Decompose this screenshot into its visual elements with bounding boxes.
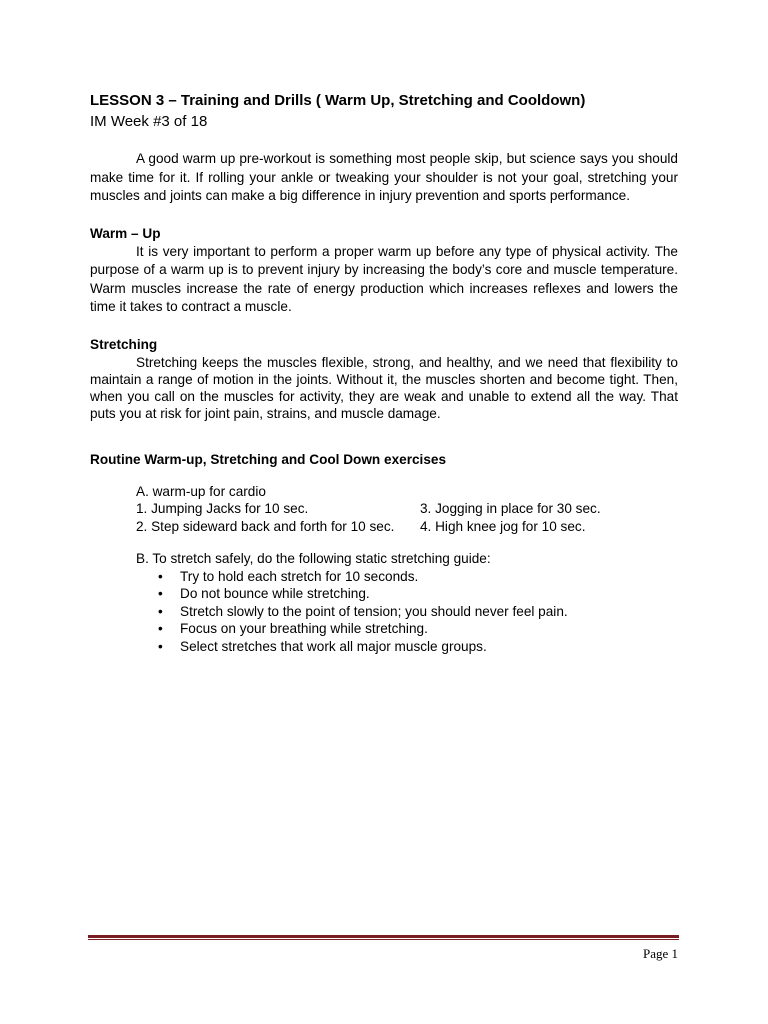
list-item [136, 638, 678, 656]
list-item-text: Try to hold each stretch for 10 seconds. [180, 568, 419, 584]
exercise-item: 4. High knee jog for 10 sec. [420, 518, 586, 534]
bullet-icon: • [158, 621, 163, 636]
list-item [136, 603, 678, 621]
lesson-week: IM Week #3 of 18 [90, 113, 208, 130]
stretching-heading: Stretching [90, 336, 158, 352]
footer-divider [88, 935, 679, 940]
list-item-text: Do not bounce while stretching. [180, 586, 370, 601]
list-item-text: Stretch slowly to the point of tension; you should never feel pain. [180, 603, 568, 619]
section-b-title: B. To stretch safely, do the following static stretching guide: [136, 551, 491, 566]
warmup-paragraph: It is very important to perform a proper warm up before any type of physical activity. The purpose of a warm up is to prevent injury by increasing the body’s core and muscle temperature. Warm muscles increase the rate of energy production which increases reflexes and lowers the time it takes to contract a muscle. [90, 243, 678, 314]
bullet-icon: • [158, 603, 163, 619]
footer-rule-thin [88, 939, 679, 940]
exercise-item: 3. Jogging in place for 30 sec. [420, 501, 601, 516]
exercise-item: 1. Jumping Jacks for 10 sec. [136, 501, 309, 516]
stretching-paragraph: Stretching keeps the muscles flexible, strong, and healthy, and we need that flexibility to maintain a range of motion in the joints. Without it, the muscles shorten and become tight. Then, when you call on the muscles for activity, they are weak and unable to extend all the way. That puts you at risk for joint pain, strains, and muscle damage. [90, 354, 678, 421]
bullet-icon: • [158, 586, 163, 601]
stretching-guide-section [90, 550, 678, 655]
intro-paragraph: A good warm up pre-workout is something most people skip, but science says you should make time for it. If rolling your ankle or tweaking your shoulder is not your goal, stretching your muscles and joints can make a big difference in injury prevention and sports performance. [90, 151, 678, 203]
bullet-icon: • [158, 568, 163, 584]
lesson-title: LESSON 3 – Training and Drills ( Warm Up, Stretching and Cooldown) [90, 92, 586, 109]
routine-heading: Routine Warm-up, Stretching and Cool Down exercises [90, 451, 446, 467]
document-body [90, 92, 678, 655]
warmup-heading: Warm – Up [90, 225, 161, 241]
exercise-row [136, 500, 678, 518]
section-a-title: A. warm-up for cardio [136, 483, 266, 499]
list-item [136, 568, 678, 586]
list-item-text: Select stretches that work all major muscle groups. [180, 638, 487, 654]
exercise-row [136, 518, 678, 536]
page-number: Page 1 [642, 946, 678, 961]
bullet-icon: • [158, 638, 163, 654]
list-item [136, 585, 678, 603]
warmup-cardio-section [90, 483, 678, 536]
exercise-item: 2. Step sideward back and forth for 10 sec. [136, 518, 395, 534]
list-item-text: Focus on your breathing while stretching. [180, 621, 428, 636]
stretching-guide-list [136, 568, 678, 656]
list-item [136, 620, 678, 638]
